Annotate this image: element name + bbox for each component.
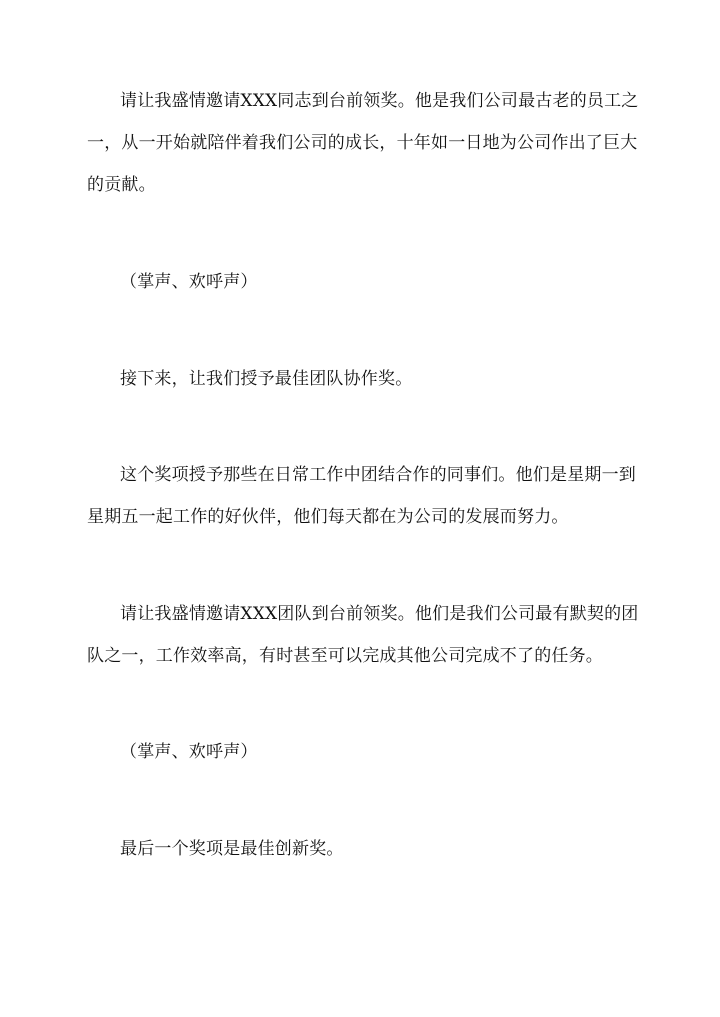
text-line: 一，从一开始就陪伴着我们公司的成长，十年如一日地为公司作出了巨大 [87, 133, 638, 153]
text-line: 最后一个奖项是最佳创新奖。 [120, 839, 344, 859]
text-line: 队之一，工作效率高，有时甚至可以完成其他公司完成不了的任务。 [87, 646, 603, 666]
text-line: 这个奖项授予那些在日常工作中团结合作的同事们。他们是星期一到 [120, 465, 636, 485]
text-line: （掌声、欢呼声） [120, 272, 258, 292]
text-line: 的贡献。 [87, 175, 156, 195]
text-line: 星期五一起工作的好伙伴，他们每天都在为公司的发展而努力。 [87, 507, 569, 527]
text-line: （掌声、欢呼声） [120, 742, 258, 762]
text-line: 请让我盛情邀请XXX同志到台前领奖。他是我们公司最古老的员工之 [120, 91, 639, 111]
text-line: 接下来，让我们授予最佳团队协作奖。 [120, 369, 413, 389]
text-line: 请让我盛情邀请XXX团队到台前领奖。他们是我们公司最有默契的团 [120, 604, 639, 624]
